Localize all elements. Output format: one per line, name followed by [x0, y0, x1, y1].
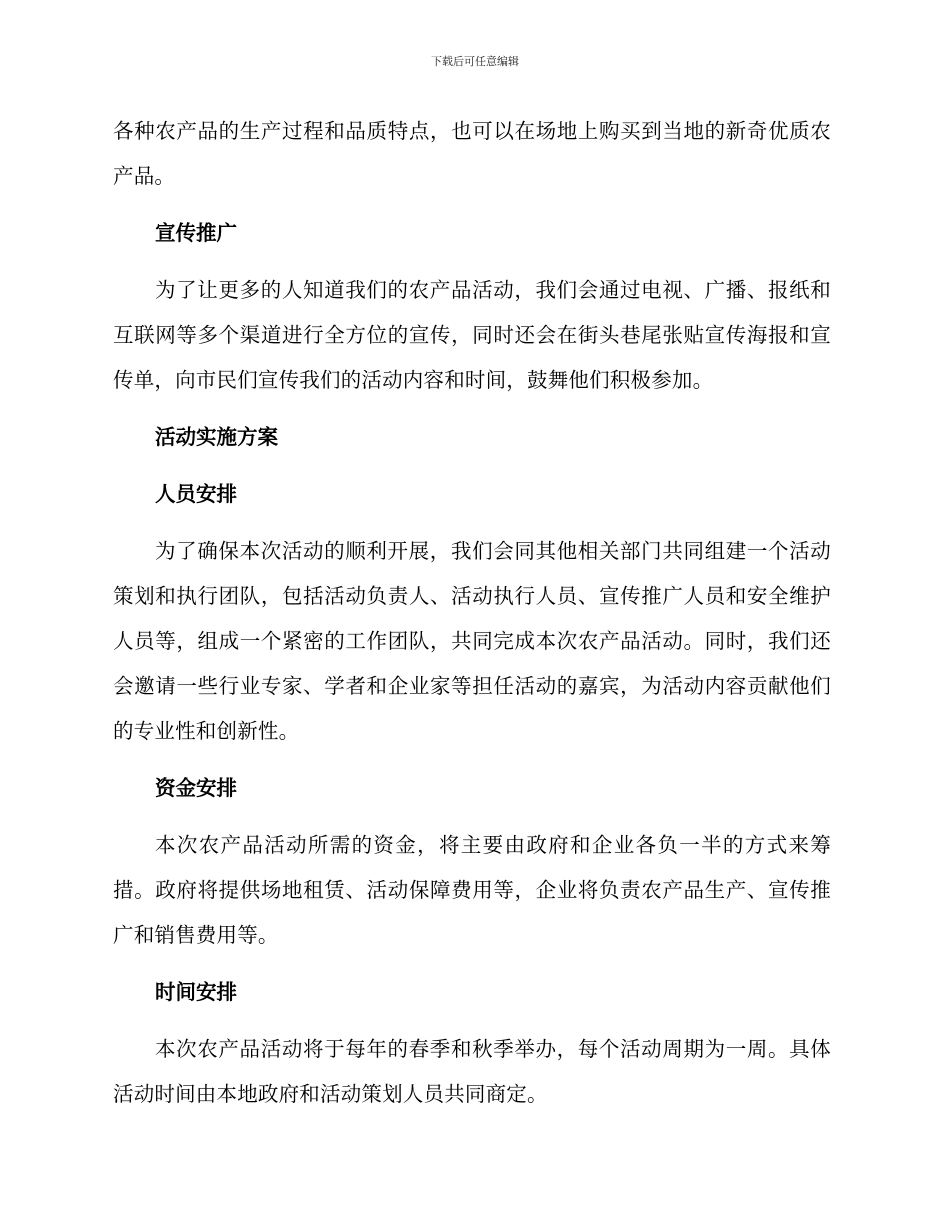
header-note: 下载后可任意编辑 [431, 55, 519, 68]
document-body [113, 109, 831, 1117]
spacer [113, 256, 831, 268]
paragraph-funding: 本次农产品活动所需的资金，将主要由政府和企业各负一半的方式来筹措。政府将提供场地租赁、活动保障费用等，企业将负责农产品生产、宣传推广和销售费用等。 [113, 833, 831, 947]
paragraph-schedule: 本次农产品活动将于每年的春季和秋季举办，每个活动周期为一周。具体活动时间由本地政府和活动策划人员共同商定。 [113, 1037, 831, 1106]
spacer [113, 199, 831, 211]
spacer [113, 958, 831, 970]
spacer [113, 754, 831, 766]
heading-funding: 资金安排 [155, 776, 237, 800]
paragraph-publicity: 为了让更多的人知道我们的农产品活动，我们会通过电视、广播、报纸和互联网等多个渠道进行全方位的宣传，同时还会在街头巷尾张贴宣传海报和宣传单，向市民们宣传我们的活动内容和时间，鼓舞他们积极参加。 [113, 278, 831, 392]
paragraph-staffing: 为了确保本次活动的顺利开展，我们会同其他相关部门共同组建一个活动策划和执行团队，包括活动负责人、活动执行人员、宣传推广人员和安全维护人员等，组成一个紧密的工作团队，共同完成本次农产品活动。同时，我们还会邀请一些行业专家、学者和企业家等担任活动的嘉宾，为活动内容贡献他们的专业性和创新性。 [113, 539, 831, 743]
spacer [113, 460, 831, 472]
spacer [113, 517, 831, 529]
heading-implementation-plan: 活动实施方案 [155, 425, 278, 449]
heading-publicity: 宣传推广 [155, 221, 237, 245]
spacer [113, 403, 831, 415]
paragraph-intro-continued: 各种农产品的生产过程和品质特点，也可以在场地上购买到当地的新奇优质农产品。 [113, 119, 831, 188]
heading-staffing: 人员安排 [155, 482, 237, 506]
spacer [113, 1015, 831, 1027]
spacer [113, 811, 831, 823]
heading-schedule: 时间安排 [155, 980, 237, 1004]
